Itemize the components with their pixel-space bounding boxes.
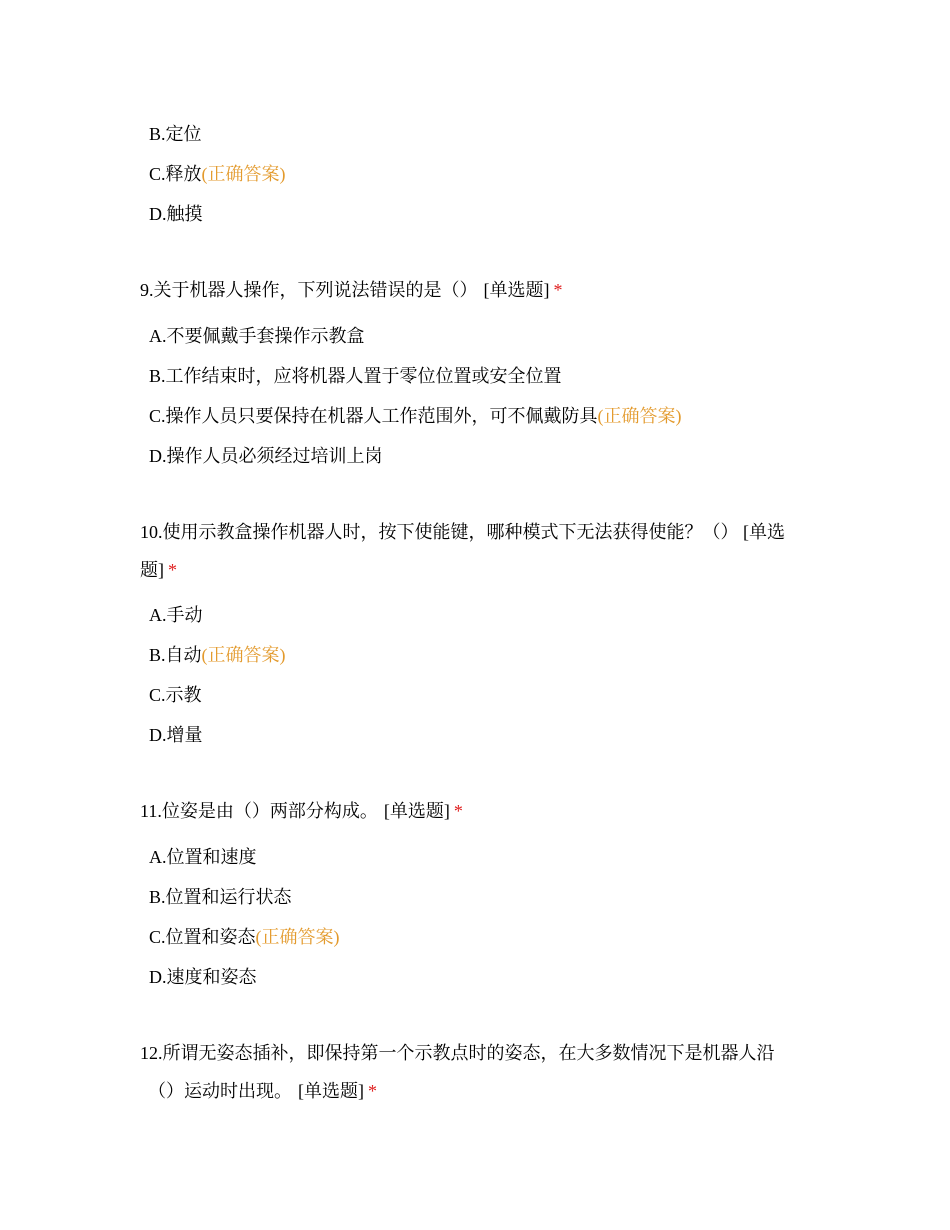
option-item: C.示教 [149, 685, 202, 705]
required-star: * [368, 1081, 377, 1101]
option-item: D.增量 [149, 725, 203, 745]
option-item: A.不要佩戴手套操作示教盒 [149, 326, 365, 346]
option-item: B.位置和运行状态 [149, 887, 292, 907]
option-item: B.工作结束时，应将机器人置于零位位置或安全位置 [149, 366, 562, 386]
question-title-continued: （）运动时出现。 [单选题] * [148, 1081, 377, 1101]
question-type-tag: [单选题] [483, 280, 550, 300]
question-11 [140, 792, 820, 830]
option-item: C.操作人员只要保持在机器人工作范围外，可不佩戴防具(正确答案) [149, 406, 682, 426]
question-type-tag: [单选题] [383, 801, 450, 821]
option-item: D.操作人员必须经过培训上岗 [149, 446, 383, 466]
option-item: C.释放(正确答案) [149, 164, 286, 184]
question-title-continued: 题] * [140, 560, 177, 580]
question-9 [140, 271, 820, 309]
option-item: B.定位 [149, 124, 202, 144]
option-item: A.手动 [149, 605, 203, 625]
question-10-options [140, 595, 820, 755]
required-star: * [453, 801, 463, 821]
question-9-options [140, 316, 820, 476]
option-item: A.位置和速度 [149, 847, 257, 867]
question-title: 10.使用示教盒操作机器人时，按下使能键，哪种模式下无法获得使能？（） [单选 [140, 522, 785, 542]
correct-answer-marker: (正确答案) [597, 406, 682, 426]
question-type-tag: [单选题] [298, 1081, 364, 1101]
question-11-options [140, 837, 820, 997]
required-star: * [553, 280, 563, 300]
correct-answer-marker: (正确答案) [201, 164, 286, 184]
correct-answer-marker: (正确答案) [201, 645, 286, 665]
question-title: 12.所谓无姿态插补，即保持第一个示教点时的姿态，在大多数情况下是机器人沿 [140, 1043, 775, 1063]
question-title: 9.关于机器人操作，下列说法错误的是（） [单选题] * [140, 280, 563, 300]
option-item: D.速度和姿态 [149, 967, 257, 987]
option-item: C.位置和姿态(正确答案) [149, 927, 340, 947]
question-title: 11.位姿是由（）两部分构成。 [单选题] * [140, 801, 463, 821]
option-item: B.自动(正确答案) [149, 645, 286, 665]
required-star: * [168, 560, 177, 580]
question-10 [140, 513, 820, 589]
correct-answer-marker: (正确答案) [255, 927, 340, 947]
partial-question-options [140, 114, 820, 234]
option-item: D.触摸 [149, 204, 203, 224]
question-12 [140, 1034, 820, 1110]
